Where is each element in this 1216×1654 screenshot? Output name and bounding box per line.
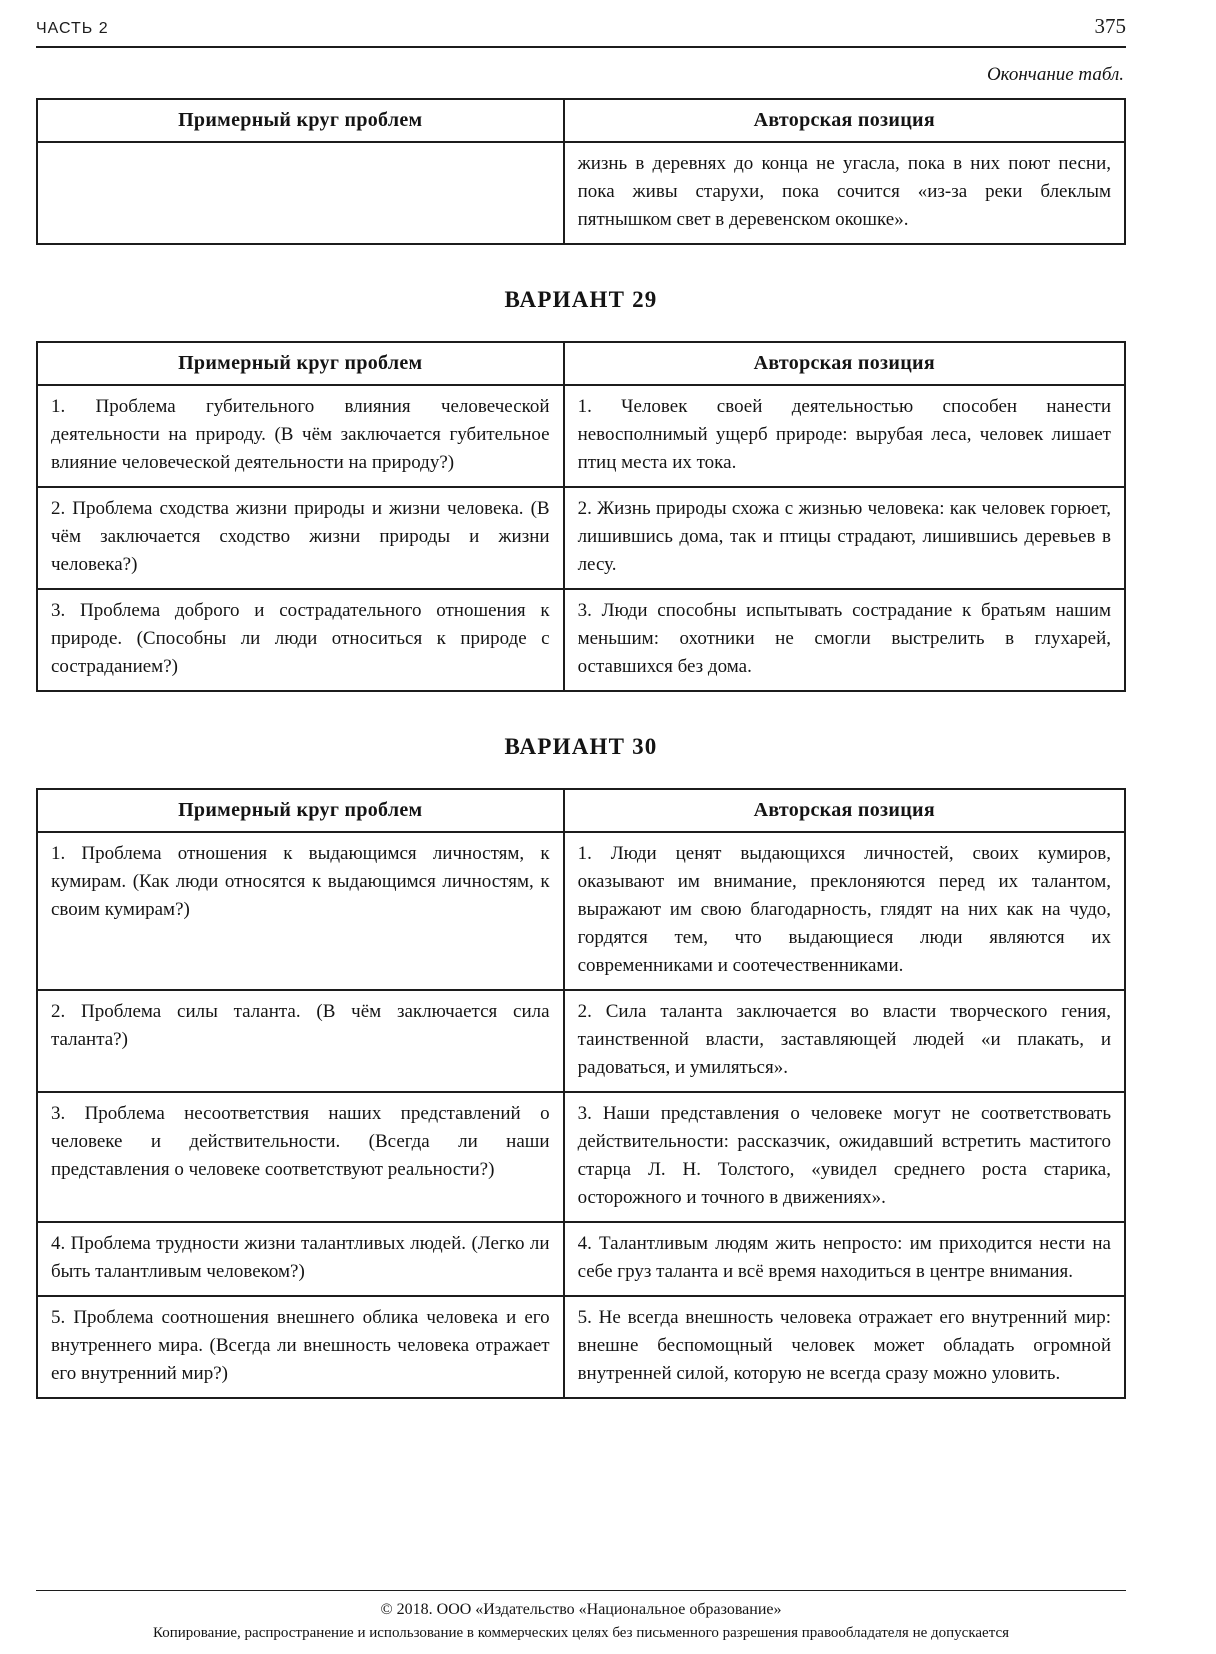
table-header-row (37, 342, 1125, 385)
position-cell: 1. Люди ценят выдающихся личностей, своих кумиров, оказывают им внимание, преклоняются перед их талантом, выражают им свою благодарность, глядят на них как на чудо, гордятся тем, что выдающиеся люди являются их современниками и соотечественниками. (564, 832, 1125, 990)
position-cell: 3. Люди способны испытывать сострадание к братьям нашим меньшим: охотники не смогли выстрелить в глухарей, оставшихся без дома. (564, 589, 1125, 691)
column-header-problems: Примерный круг проблем (37, 342, 564, 385)
position-cell: 5. Не всегда внешность человека отражает его внутренний мир: внешне беспомощный человек может обладать огромной внутренней силой, которую не всегда сразу можно уловить. (564, 1296, 1125, 1398)
position-cell: 4. Талантливым людям жить непросто: им приходится нести на себе груз таланта и всё время находиться в центре внимания. (564, 1222, 1125, 1296)
table-row (37, 142, 1125, 244)
table-row (37, 1222, 1125, 1296)
variant-29-title: ВАРИАНТ 29 (504, 287, 658, 312)
column-header-problems: Примерный круг проблем (37, 99, 564, 142)
problems-cell: 1. Проблема губительного влияния человеческой деятельности на природу. (В чём заключается губительное влияние человеческой деятельности на природу?) (37, 385, 564, 487)
continuation-note: Окончание табл. (986, 64, 1124, 85)
table-header-row (37, 99, 1125, 142)
column-header-problems: Примерный круг проблем (37, 789, 564, 832)
variant-29-table (36, 341, 1126, 692)
position-cell: 2. Жизнь природы схожа с жизнью человека: как человек горюет, лишившись дома, так и птицы страдают, лишившись деревьев в лесу. (564, 487, 1125, 589)
column-header-position: Авторская позиция (564, 789, 1125, 832)
problems-cell: 3. Проблема несоответствия наших представлений о человеке и действительности. (Всегда ли наши представления о человеке соответствуют реальности?) (37, 1092, 564, 1222)
problems-cell: 2. Проблема сходства жизни природы и жизни человека. (В чём заключается сходство жизни природы и жизни человека?) (37, 487, 564, 589)
column-header-position: Авторская позиция (564, 99, 1125, 142)
continuation-table (36, 98, 1126, 245)
table-row (37, 1092, 1125, 1222)
variant-30-table (36, 788, 1126, 1399)
restriction-line: Копирование, распространение и использование в коммерческих целях без письменного разрешения правообладателя не допускается (152, 1625, 1010, 1641)
table-row (37, 990, 1125, 1092)
position-cell: 1. Человек своей деятельностью способен нанести невосполнимый ущерб природе: вырубая леса, человек лишает птиц места их тока. (564, 385, 1125, 487)
problems-cell: 4. Проблема трудности жизни талантливых людей. (Легко ли быть талантливым человеком?) (37, 1222, 564, 1296)
problems-cell: 2. Проблема силы таланта. (В чём заключается сила таланта?) (37, 990, 564, 1092)
table-header-row (37, 789, 1125, 832)
copyright-line: © 2018. ООО «Издательство «Национальное образование» (380, 1601, 782, 1618)
variant-30-title: ВАРИАНТ 30 (504, 734, 658, 759)
position-cell: 2. Сила таланта заключается во власти творческого гения, таинственной власти, заставляющей людей «и плакать, и радоваться, и умиляться». (564, 990, 1125, 1092)
table-row (37, 487, 1125, 589)
problems-cell: 5. Проблема соотношения внешнего облика человека и его внутреннего мира. (Всегда ли внешность человека отражает его внутренний мир?) (37, 1296, 564, 1398)
column-header-position: Авторская позиция (564, 342, 1125, 385)
page-footer (36, 1590, 1126, 1642)
problems-cell: 1. Проблема отношения к выдающимся личностям, к кумирам. (Как люди относятся к выдающимся личностям, к своим кумирам?) (37, 832, 564, 990)
position-cell: жизнь в деревнях до конца не угасла, пока в них поют песни, пока живы старухи, пока сочится «из-за реки блеклым пятнышком свет в деревенском окошке». (564, 142, 1125, 244)
part-label: ЧАСТЬ 2 (36, 20, 109, 37)
problems-cell (37, 142, 564, 244)
table-row (37, 832, 1125, 990)
table-row (37, 589, 1125, 691)
page-number: 375 (1094, 14, 1126, 38)
page-header (36, 14, 1126, 48)
problems-cell: 3. Проблема доброго и сострадательного отношения к природе. (Способны ли люди относиться к природе с состраданием?) (37, 589, 564, 691)
position-cell: 3. Наши представления о человеке могут не соответствовать действительности: рассказчик, ожидавший встретить маститого старца Л. Н. Толстого, «увидел среднего роста старика, осторожного и точного в движениях». (564, 1092, 1125, 1222)
table-row (37, 1296, 1125, 1398)
table-row (37, 385, 1125, 487)
